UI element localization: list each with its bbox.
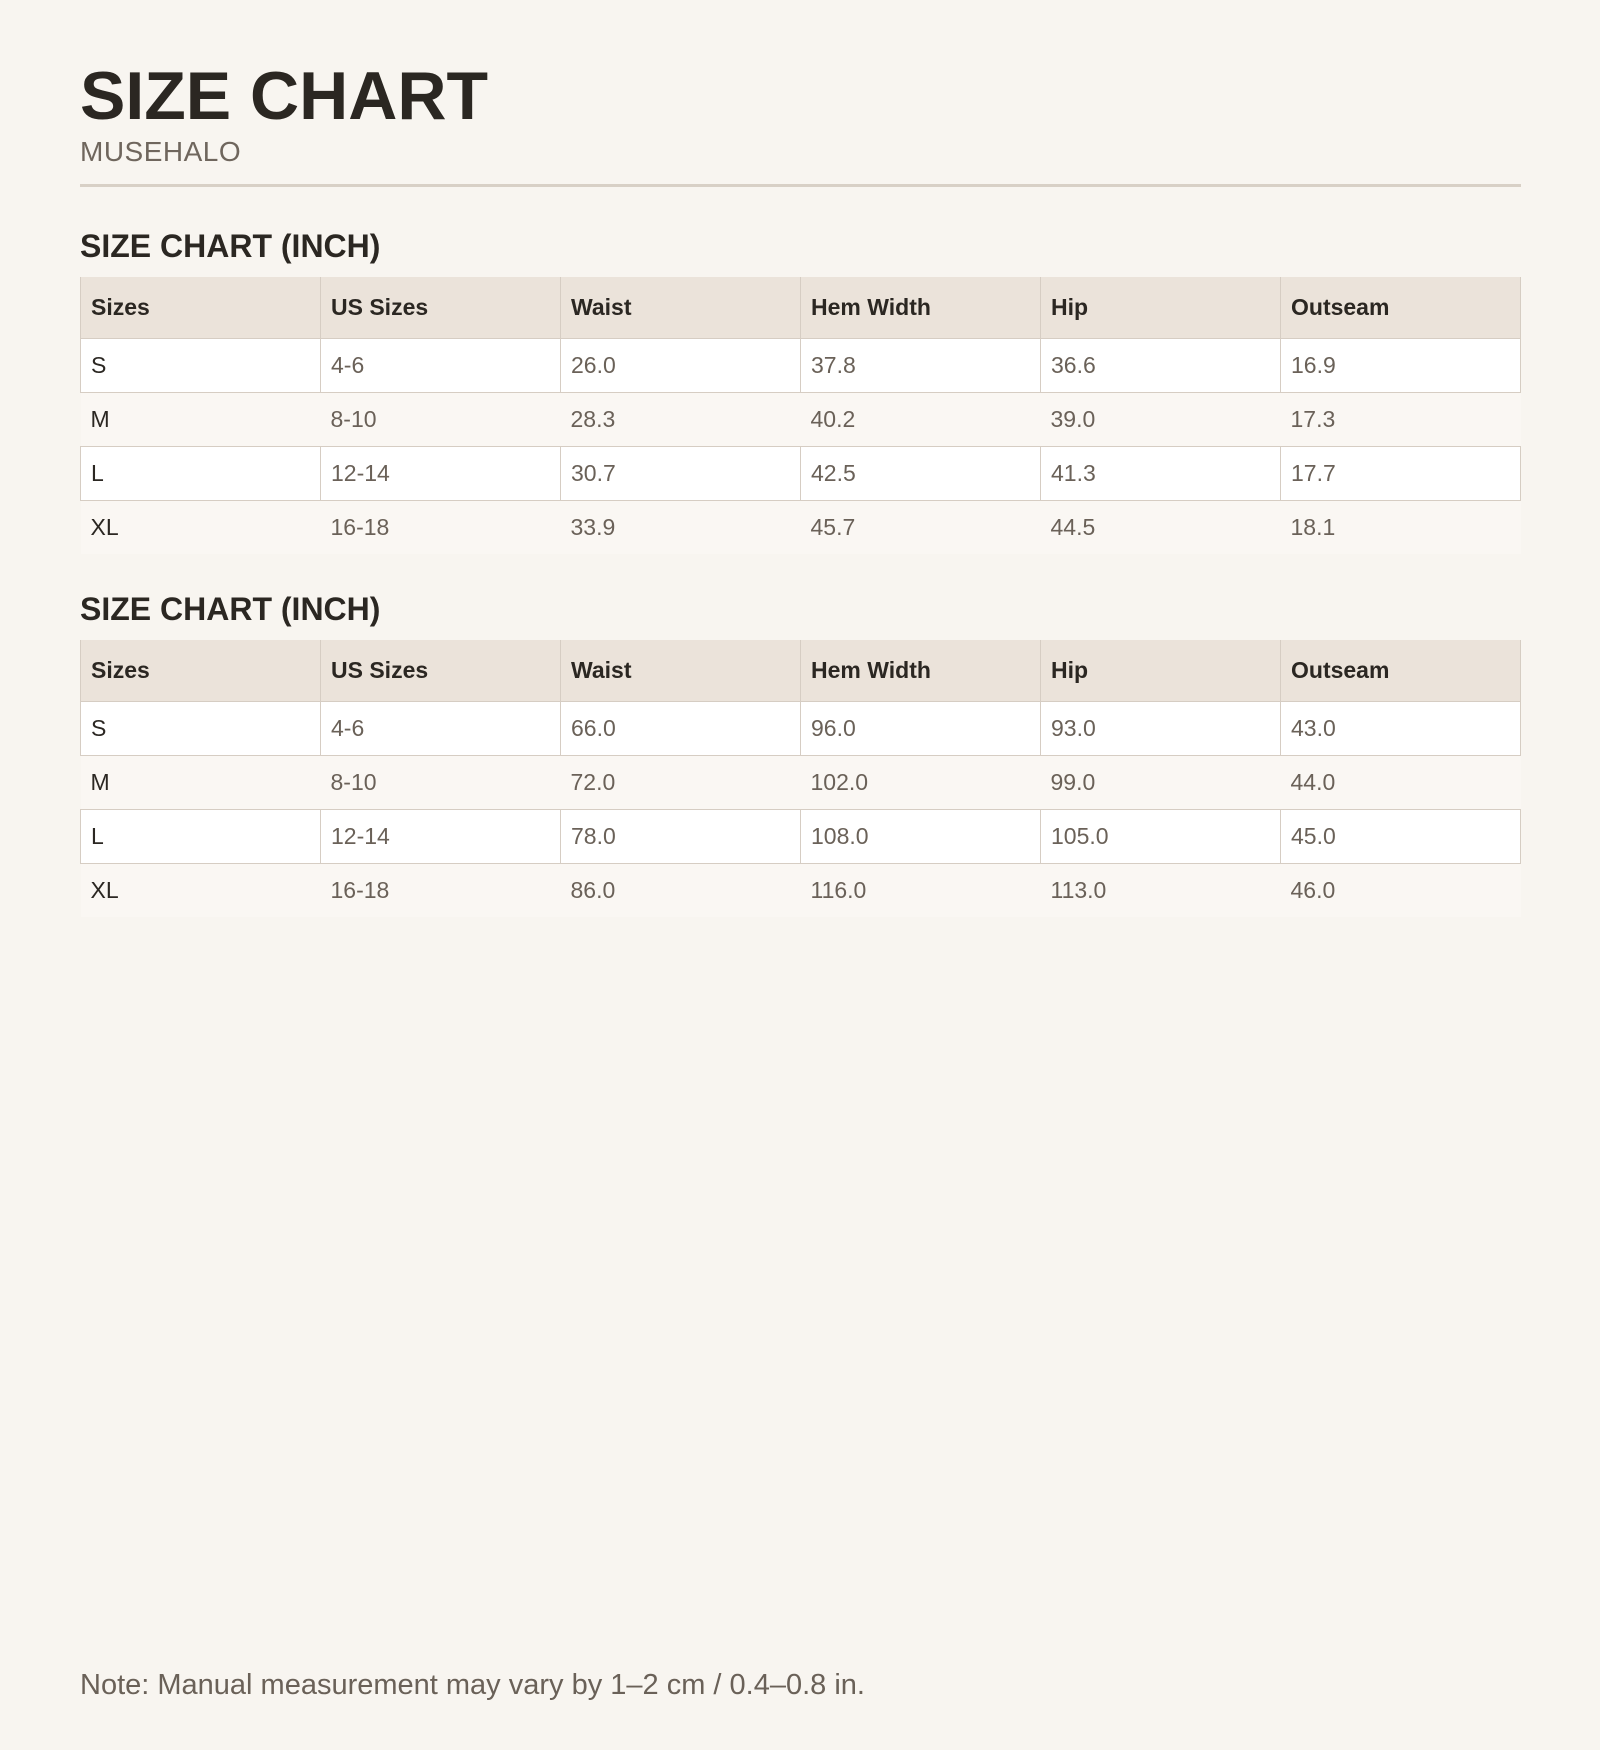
brand-name: MUSEHALO <box>80 136 242 167</box>
outseam-cell: 17.3 <box>1281 393 1521 447</box>
size-table-section-2 <box>80 590 1521 917</box>
section-title: SIZE CHART (INCH) <box>80 591 381 627</box>
hem-width-cell: 96.0 <box>801 702 1041 756</box>
column-header-us-sizes: US Sizes <box>321 277 561 339</box>
size-cell: L <box>81 447 321 501</box>
us-size-cell: 12-14 <box>321 447 561 501</box>
size-cell: M <box>81 756 321 810</box>
table-row <box>81 810 1521 864</box>
hip-cell: 105.0 <box>1041 810 1281 864</box>
outseam-cell: 45.0 <box>1281 810 1521 864</box>
column-header-sizes: Sizes <box>81 640 321 702</box>
outseam-cell: 18.1 <box>1281 501 1521 555</box>
outseam-cell: 16.9 <box>1281 339 1521 393</box>
table-row <box>81 393 1521 447</box>
hem-width-cell: 42.5 <box>801 447 1041 501</box>
table-row <box>81 702 1521 756</box>
column-header-waist: Waist <box>561 640 801 702</box>
hem-width-cell: 40.2 <box>801 393 1041 447</box>
size-cell: XL <box>81 864 321 918</box>
size-table <box>80 277 1521 554</box>
waist-cell: 72.0 <box>561 756 801 810</box>
waist-cell: 86.0 <box>561 864 801 918</box>
hem-width-cell: 108.0 <box>801 810 1041 864</box>
hem-width-cell: 37.8 <box>801 339 1041 393</box>
outseam-cell: 46.0 <box>1281 864 1521 918</box>
outseam-cell: 44.0 <box>1281 756 1521 810</box>
hip-cell: 99.0 <box>1041 756 1281 810</box>
size-cell: L <box>81 810 321 864</box>
us-size-cell: 16-18 <box>321 864 561 918</box>
us-size-cell: 8-10 <box>321 756 561 810</box>
table-row <box>81 339 1521 393</box>
column-header-hip: Hip <box>1041 640 1281 702</box>
column-header-hem-width: Hem Width <box>801 640 1041 702</box>
measurement-note: Note: Manual measurement may vary by 1–2 cm / 0.4–0.8 in. <box>80 1669 865 1701</box>
column-header-waist: Waist <box>561 277 801 339</box>
hip-cell: 44.5 <box>1041 501 1281 555</box>
hip-cell: 113.0 <box>1041 864 1281 918</box>
size-cell: XL <box>81 501 321 555</box>
size-cell: S <box>81 339 321 393</box>
column-header-hem-width: Hem Width <box>801 277 1041 339</box>
table-header-row <box>81 640 1521 702</box>
us-size-cell: 12-14 <box>321 810 561 864</box>
hip-cell: 41.3 <box>1041 447 1281 501</box>
size-chart-page <box>80 60 1521 917</box>
size-cell: M <box>81 393 321 447</box>
waist-cell: 33.9 <box>561 501 801 555</box>
table-row <box>81 501 1521 555</box>
column-header-sizes: Sizes <box>81 277 321 339</box>
table-row <box>81 447 1521 501</box>
hip-cell: 39.0 <box>1041 393 1281 447</box>
hip-cell: 93.0 <box>1041 702 1281 756</box>
waist-cell: 66.0 <box>561 702 801 756</box>
us-size-cell: 4-6 <box>321 339 561 393</box>
section-title: SIZE CHART (INCH) <box>80 228 381 264</box>
size-table-section-1 <box>80 227 1521 554</box>
us-size-cell: 16-18 <box>321 501 561 555</box>
page-title: SIZE CHART <box>80 58 488 134</box>
hem-width-cell: 116.0 <box>801 864 1041 918</box>
column-header-hip: Hip <box>1041 277 1281 339</box>
waist-cell: 30.7 <box>561 447 801 501</box>
column-header-outseam: Outseam <box>1281 640 1521 702</box>
hip-cell: 36.6 <box>1041 339 1281 393</box>
size-cell: S <box>81 702 321 756</box>
hem-width-cell: 45.7 <box>801 501 1041 555</box>
us-size-cell: 4-6 <box>321 702 561 756</box>
size-table <box>80 640 1521 917</box>
column-header-outseam: Outseam <box>1281 277 1521 339</box>
column-header-us-sizes: US Sizes <box>321 640 561 702</box>
waist-cell: 78.0 <box>561 810 801 864</box>
outseam-cell: 43.0 <box>1281 702 1521 756</box>
table-row <box>81 756 1521 810</box>
hem-width-cell: 102.0 <box>801 756 1041 810</box>
header-divider <box>80 184 1521 187</box>
outseam-cell: 17.7 <box>1281 447 1521 501</box>
table-header-row <box>81 277 1521 339</box>
waist-cell: 26.0 <box>561 339 801 393</box>
table-row <box>81 864 1521 918</box>
us-size-cell: 8-10 <box>321 393 561 447</box>
waist-cell: 28.3 <box>561 393 801 447</box>
